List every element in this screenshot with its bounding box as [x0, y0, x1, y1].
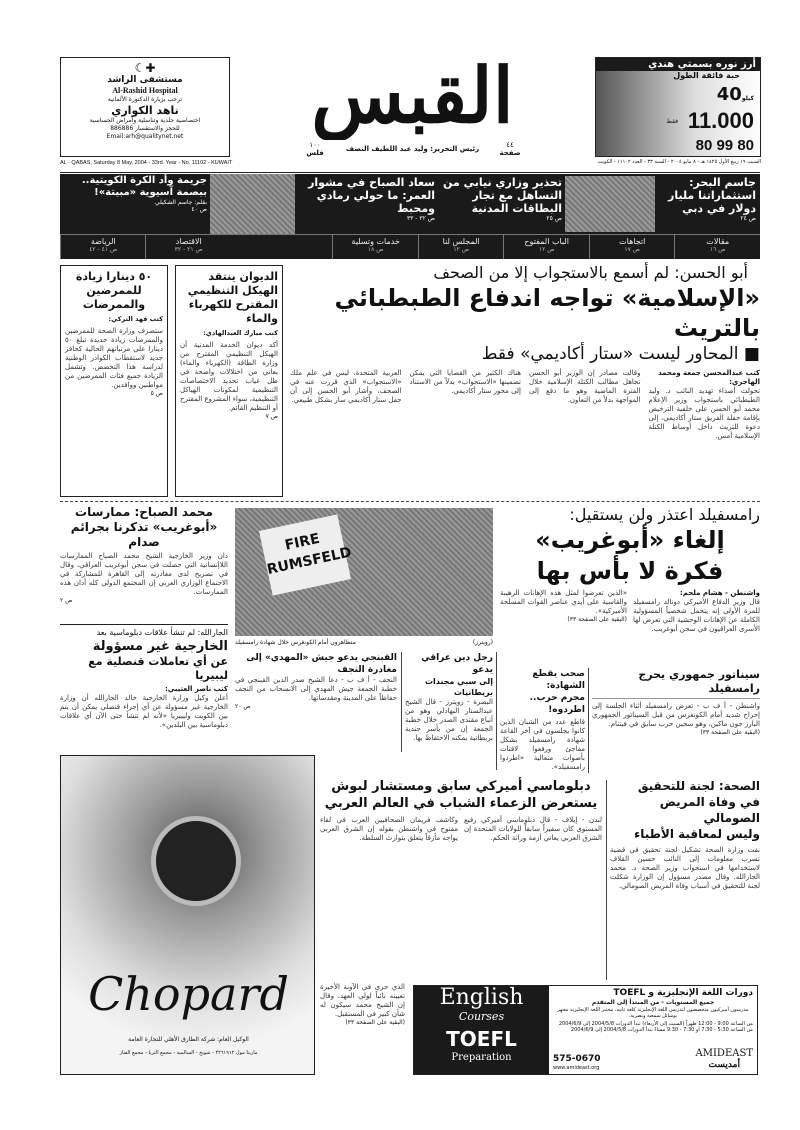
- senator-continued: (البقية على الصفحة ٣٣): [700, 729, 760, 736]
- najaf-page: ص ٢٠: [235, 703, 251, 710]
- section-nav: [60, 234, 760, 259]
- price: ١٠٠ فلس: [306, 141, 324, 157]
- amideast-logo: AMIDEAST أمديست: [695, 1048, 753, 1070]
- toefl-logo: TOEFL: [446, 1027, 517, 1051]
- lead-body-col2: وقالت مصادر إن الوزير أبو الحسن تجاهل مطالب الكتلة الإسلامية خلال الفترة الماضية وهو ما دفع إلى المواجهة بدلاً من التعاون.: [529, 369, 641, 404]
- section-sports[interactable]: الرياضة ص ٤١ - ٤٢: [60, 235, 146, 259]
- sabah-headline1: محمد الصباح: ممارسات: [75, 505, 213, 519]
- section-trends[interactable]: اتجاهات ص ١٧: [589, 235, 675, 259]
- rice-price-label: فقط: [666, 118, 678, 125]
- side-story-nurses[interactable]: [60, 265, 168, 497]
- rice-ad[interactable]: [595, 57, 761, 157]
- lead-subhead: ■ المحاور ليست «ستار أكاديمي» فقط: [481, 344, 760, 364]
- senator-body: واشنطن - أ ف ب - تعرض رامسفيلد أثناء الجلسة إلى إحراج شديد أمام الكونغرس من قبل السيناتور الجمهوري البارز جون ماكين، وهو سجين حرب سابق في فيتنام.: [592, 702, 760, 728]
- senator-story[interactable]: [592, 668, 760, 768]
- fire-rumsfeld-sign: FIRE RUMSFELD: [259, 514, 351, 595]
- side1-page: ص ٧: [265, 413, 278, 420]
- basra-story[interactable]: [405, 652, 493, 770]
- rumsfeld-headline1: إلغاء «أبوغريب»: [535, 526, 725, 554]
- witness-body: قاطع عدد من الشبان الذين كانوا يجلسون في آخر القاعة شهادة رامسفيلد بشكل مفاجئ ورفعوا لافتات بأصوات متعالية «اطردوا رامسفيلد».: [500, 718, 585, 771]
- teaser-banner: [60, 174, 760, 259]
- lead-body-col3: هناك الكثير من القضايا التي يمكن تضمينها «الاستجواب» بدلاً من الاستناد إلى محور ستار أكاديمي.: [409, 369, 521, 395]
- najaf-headline: القبنجي يدعو جيش «المهدي» إلى مغادرة النجف: [246, 653, 397, 675]
- diplomat-continued: (البقية على الصفحة ٣٣): [345, 1019, 405, 1026]
- health-headline1: الصحة: لجنة للتحقيق: [637, 779, 760, 793]
- diplomat-body-col3: الذي جرى في الآونة الأخيرة تعيينه نائباً لولي العهد، وقال إن الشيخ محمد سيكون له شأن كبير في المستقبل.: [320, 983, 405, 1018]
- teaser-0[interactable]: جاسم البحر: استثماراتنا مليار دولار في دبي ص ٢٤: [667, 176, 756, 222]
- diplomat-body-col1: لندن - إيلاف - قال دبلوماسي أميركي رفيع المستوى كان سفيراً سابقاً للولايات المتحدة إن الشرق العربي يعاني أزمة وراثة الحكم.: [464, 816, 602, 842]
- lead-byline: كتب عبدالمحسن جمعة ومحمد الهاجري:: [658, 369, 760, 386]
- rice-ad-title: أرز نوره بسمتي هندي: [596, 58, 760, 71]
- health-headline3: وليس لمعاقبة الأطباء: [634, 827, 760, 841]
- page-count: ٤٤ صفحة: [499, 141, 521, 157]
- teaser-3[interactable]: جريمة وأد الكرة الكويتية.. ببصمة آسيوية «مبيتة»! بقلم: جاسم الشكيلي ص ٤٠: [81, 175, 207, 213]
- editor-line: رئيس التحرير: وليد عبد اللطيف النصف: [345, 145, 480, 153]
- rumsfeld-body-col2: «الذين تعرضوا لمثل هذه الإهانات الرهيبة والقاسية على أيدي عناصر القوات المسلحة الأميركية».: [500, 589, 627, 615]
- side2-page: ص ٥: [150, 390, 163, 397]
- rumsfeld-byline: واشنطن - هشام ملحم:: [679, 589, 760, 597]
- rumsfeld-kicker: رامسفيلد اعتذر ولن يستقيل:: [569, 505, 760, 524]
- rice-price: 11.000: [687, 108, 754, 133]
- english-ad-schedule-morning: من الساعة 9:00 - 12:00 ظهراً (السبت إلى الأربعاء) تبدأ الدورات 2004/5/8 إلى 2004/6/9: [558, 1021, 753, 1027]
- watch-image: [151, 816, 241, 906]
- teaser-1[interactable]: تحذير وزاري نيابي من التساهل مع تجار البطاقات المدنية ص ٢٥: [443, 176, 562, 222]
- najaf-body: النجف - أ ف ب - دعا الشيخ صدر الدين القبنجي في خطبة الجمعة جيش المهدي إلى الانسحاب من النجف حفاظاً على المدينة ومقدساتها.: [235, 676, 397, 702]
- section-articles[interactable]: مقالات ص ١٦: [674, 235, 760, 259]
- libya-headline2: عن أي تعاملات قنصلية مع ليبيريا: [88, 655, 228, 682]
- english-ad-contact: 575-0670 www.amideast.org: [553, 1054, 601, 1071]
- witness-headline2: مجرم حرب.. اطردوه!: [529, 693, 585, 715]
- side2-byline: كتب فهد التركي:: [108, 315, 163, 323]
- english-courses-ad[interactable]: [413, 985, 758, 1075]
- basra-body: البصرة - رويترز - قال الشيخ عبدالستار البهادلي وهو من أتباع مقتدى الصدر خلال خطبة الجمعة إن من يأسر جندية بريطانية يمكنه الاحتفاظ بها.: [405, 698, 493, 742]
- side1-headline: الديوان ينتقد الهيكل التنظيمي المقترح للكهرباء والماء: [187, 270, 278, 325]
- doctor-name: ناهد الكواري: [111, 104, 179, 117]
- section-economy[interactable]: الاقتصاد ص ٢١ - ٣٢: [145, 235, 231, 259]
- protest-photo: [235, 508, 493, 636]
- rumsfeld-story[interactable]: [500, 505, 760, 663]
- rice-weight: 40كيلو: [716, 84, 754, 105]
- masthead-logo: القبس: [311, 52, 514, 140]
- side-story-diwan[interactable]: [175, 265, 283, 497]
- libya-kicker: الجارالله: لم تنشأ علاقات دبلوماسية بعد: [96, 628, 228, 637]
- lead-kicker: أبو الحسن: لم أسمع بالاستجواب إلا من الصحف: [433, 263, 748, 282]
- booking-phone: للحجز والاستفسار 886886: [110, 125, 180, 132]
- lead-body-col4: العربية المتحدة، ليس في علم ملك «الاستجواب» الذي قررت عنه في الصحف، وأشار أبو الحسن إلى أن حفل ستار أكاديمي سار بشكل طبيعي.: [290, 369, 402, 404]
- english-ad-levels: جميع المستويات - من المبتدأ إلى المتقدم: [591, 999, 715, 1006]
- english-ad-headline: دورات اللغة الإنجليزية و TOEFL: [613, 988, 753, 998]
- side1-body: أكد ديوان الخدمة المدنية أن الهيكل التنظيمي المقترح من وزارة الطاقة (الكهرباء والماء) يعاني من اختلالات واضحة في ظل غياب تحديد الاختصاصات التنظيمية لمكونات الهياكل التنظيمية، سواء المشروع المقترح أو التنظيم القائم.: [180, 341, 278, 412]
- rumsfeld-continued: (البقية على الصفحة ٣٣): [567, 616, 627, 623]
- sabah-headline2: «أبوغريب» تذكرنا بجرائم صدام: [70, 520, 218, 549]
- health-body: نفت وزارة الصحة تشكيل لجنة تحقيق في قضية تسرب معلومات إلى النائب حسين القلاف لاستخدامها في استجواب وزير الصحة د. محمد الجارالله. وقال مصدر مسؤول إن الوزارة شكلت لجنة للتحقيق في أسباب وفاة المريض الصومالي.: [610, 846, 760, 890]
- hospital-name-ar: مستشفى الراشد: [107, 75, 183, 85]
- photo-caption: متظاهرون أمام الكونغرس خلال شهادة رامسفيلد (رويترز): [235, 639, 493, 646]
- libya-story[interactable]: [60, 628, 228, 750]
- section-open-door[interactable]: الباب المفتوح ص ١٢: [503, 235, 589, 259]
- witness-story[interactable]: [500, 668, 585, 773]
- chopard-ad[interactable]: [60, 755, 315, 1075]
- lead-body-col1: تحولت أصداء تهديد النائب د. وليد الطبطبائي باستجواب وزير الإعلام محمد أبو الحسن على خلفية الترخيص بإقامة حفلة الفريق ستار أكاديمي، إلى دعوة للتريث داخل أوساط الكتلة الإسلامية أمس.: [648, 387, 760, 440]
- rice-ad-subtitle: حبة فائقة الطول: [673, 71, 740, 80]
- basra-headline2: إلى سبي مجندات بريطانيات: [424, 677, 493, 697]
- teaser-photo-sheikhs: [565, 176, 655, 232]
- najaf-story[interactable]: [235, 652, 397, 748]
- teaser-2[interactable]: سعاد الصباح في مشوار العمر: ما حولي رمادي ومحبط ص ٣٢ - ٣٣: [308, 176, 435, 222]
- dateline-ar: السبت ١٩ ربيع الأول ١٤٢٥ هـ - ٨ مايو ٢٠٠٤ - السنة ٣٣ - العدد ١١١٠٢ - الكويت: [597, 159, 761, 165]
- basra-headline1: رجل دين عراقي يدعو: [421, 653, 493, 675]
- diplomat-body-col2: وكاشف فريمان الصحافيين العرب في لقاء مفتوح في واشنطن بقوله إن الشرق العربي يواجه مأزقاً يتعلق بتوارث السلطة.: [320, 816, 458, 842]
- side2-headline: ٥٠ دينارا زيادة للممرضين والممرضات: [75, 270, 153, 311]
- english-ad-schedule-evening: من الساعة 5:30 - 7:30 أو 7:30 - 9:30 مساءً تبدأ الدورات 2004/5/8 إلى 2004/6/9: [570, 1027, 753, 1033]
- hospital-welcome: ترحب بزيارة الدكتورة الألمانية: [107, 96, 183, 103]
- health-story[interactable]: [610, 778, 760, 978]
- hospital-email: Email:arh@qualitynet.net: [106, 133, 184, 140]
- diplomat-headline2: يستعرض الزعماء الشباب في العالم العربي: [324, 796, 598, 811]
- rumsfeld-body-col1: قال وزير الدفاع الأميركي دونالد رامسفيلد للمرة الأولى إنه يتحمل شخصياً المسؤولية الكاملة عن الإهانات الوحشية التي تعرض لها الأسرى العراقيون في سجن أبوغريب.: [633, 598, 760, 633]
- courses-title: Courses: [458, 1010, 505, 1023]
- side1-byline: كتب مبارك العبدالهادي:: [203, 329, 278, 337]
- chopard-logo: Chopard: [88, 967, 289, 1021]
- chopard-dealer: الوكيل العام: شركة الطارق الأهلي للتجارة العامة: [128, 1036, 249, 1043]
- health-headline2: في وفاة المريض الصومالي: [659, 795, 760, 825]
- chopard-address: مارينا مول ٢٢٦١٩١٢ - شويخ - السالمية - مجمع الثريا - مجمع الفنار: [119, 1050, 258, 1056]
- side2-body: ستصرف وزارة الصحة للممرضين والممرضات زيادة جديدة تبلغ ٥٠ دينارا على مرتباتهم الحالية كحافز جديد لاستقطاب الكوادر الوطنية لدراسة هذا التخصص. وتشمل الزيادة جميع فئات الممرضين من مواطنين ووافدين.: [65, 327, 163, 389]
- rice-phone: 80 99 80: [695, 137, 754, 154]
- doctor-specialty: اختصاصية جلدية وتناسلية وأمراض الحساسية: [89, 117, 201, 124]
- dateline-en: AL - QABAS, Saturday 8 May, 2004 - 33rd. Year - No. 11102 - KUWAIT: [60, 160, 233, 166]
- hospital-name-en: Al-Rashid Hospital: [112, 86, 178, 95]
- sabah-body: دان وزير الخارجية الشيخ محمد الصباح الممارسات اللاإنسانية التي حصلت في سجن أبوغريب العراقي، وقال في تصريح لدى مغادرته إلى القاهرة للمشاركة في الاجتماع الوزاري العربي إن المجتمع الدولي كله أدان هذه الممارسات.: [60, 552, 228, 596]
- hospital-ad[interactable]: [60, 57, 230, 157]
- lead-headline: «الإسلامية» تواجه اندفاع الطبطبائي بالتريث: [334, 284, 760, 342]
- rumsfeld-headline2: فكرة لا بأس بها: [536, 557, 724, 585]
- sabah-page: ص ٢: [60, 597, 73, 604]
- libya-body: أعلن وكيل وزارة الخارجية خالد الجارالله أن وزارة الخارجية غير مسؤولة عن أي إجراء قنصلي يمكن أن يتم بين الكويت وليبيريا «لأنه لم تنشأ حتى الآن أي علاقات دبلوماسية بين البلدين».: [60, 694, 228, 729]
- diplomat-headline1: دبلوماسي أميركي سابق ومستشار لبوش: [331, 779, 591, 794]
- section-council[interactable]: المجلس لنا ص ١٢: [418, 235, 504, 259]
- sabah-story[interactable]: [60, 505, 228, 619]
- libya-headline1: الخارجية غير مسؤولة: [92, 639, 228, 654]
- senator-headline: سيناتور جمهوري يحرج رامسفيلد: [592, 668, 760, 699]
- libya-byline: كتب ناصر العتيبي:: [164, 685, 228, 693]
- section-services[interactable]: خدمات وتسلية ص ١٨: [332, 235, 418, 259]
- crescent-logo-icon: ☾✚: [134, 61, 156, 75]
- teaser-photo-suad: [210, 174, 295, 234]
- lead-story[interactable]: [290, 263, 760, 499]
- english-ad-desc: مدرسون أميركيون متخصصون لتدريس اللغة الإنجليزية كلغة ثانية، مختبر اللغة الإنجليزية مجهز بوسائل سمعية وبصرية.: [557, 1007, 749, 1019]
- witness-headline1: صحب يقطع الشهادة:: [532, 669, 585, 691]
- english-title: English: [439, 985, 524, 1010]
- preparation-label: Preparation: [451, 1052, 512, 1063]
